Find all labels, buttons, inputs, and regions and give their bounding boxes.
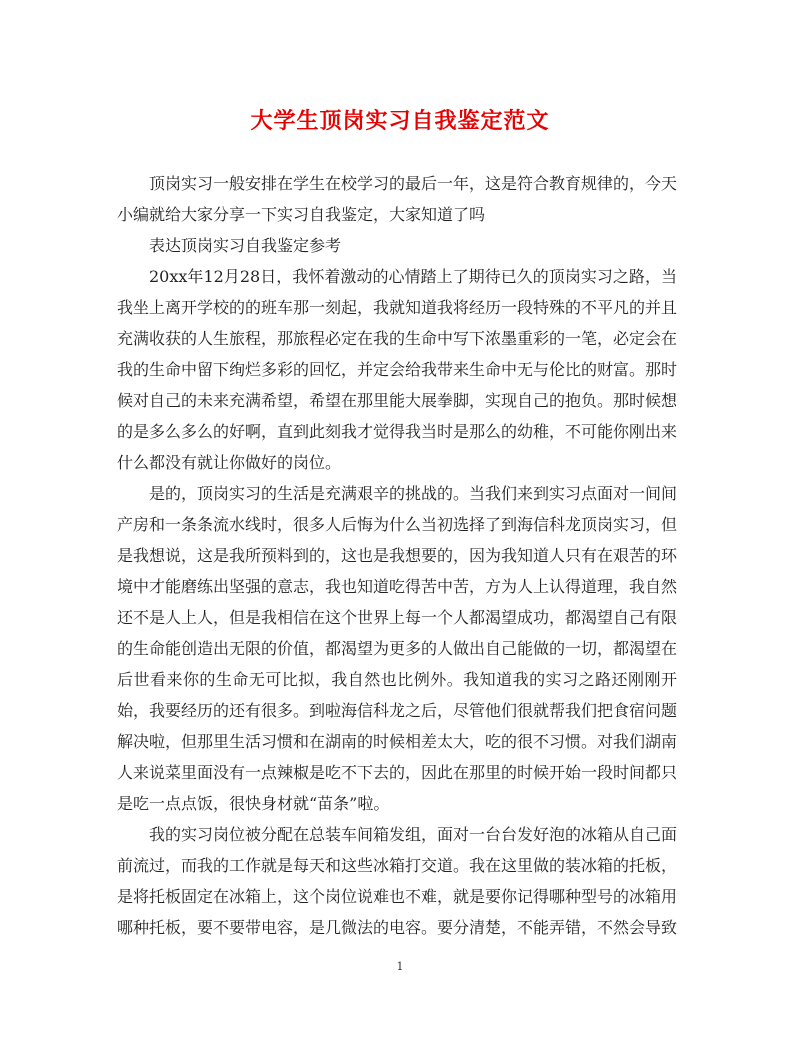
paragraph-intro: 顶岗实习一般安排在学生在校学习的最后一年，这是符合教育规律的，今天小编就给大家分享一下实习自我鉴定，大家知道了吗 <box>117 174 678 224</box>
document-body <box>117 168 677 943</box>
paragraph-subheading: 表达顶岗实习自我鉴定参考 <box>149 236 342 255</box>
document-title: 大学生顶岗实习自我鉴定范文 <box>250 108 550 134</box>
page-number: 1 <box>396 960 404 973</box>
paragraph-3: 我的实习岗位被分配在总装车间箱发组，面对一台台发好泡的冰箱从自己面前流过，而我的工作就是每天和这些冰箱打交道。我在这里做的装冰箱的托板，是将托板固定在冰箱上，这个岗位说难也不难，就是要你记得哪种型号的冰箱用哪种托板，要不要带电容，是几微法的电容。要分清楚，不能弄错，不然会导致 <box>117 825 678 937</box>
paragraph-2: 是的，顶岗实习的生活是充满艰辛的挑战的。当我们来到实习点面对一间间产房和一条条流水线时，很多人后悔为什么当初选择了到海信科龙顶岗实习，但是我想说，这是我所预料到的，这也是我想要的，因为我知道人只有在艰苦的环境中才能磨练出坚强的意志，我也知道吃得苦中苦，方为人上认得道理，我自然还不是人上人，但是我相信在这个世界上每一个人都渴望成功，都渴望自己有限的生命能创造出无限的价值，都渴望为更多的人做出自己能做的一切，都渴望在后世看来你的生命无可比拟，我自然也比例外。我知道我的实习之路还刚刚开始，我要经历的还有很多。到啦海信科龙之后，尽管他们很就帮我们把食宿问题解决啦，但那里生活习惯和在湖南的时候相差太大，吃的很不习惯。对我们湖南人来说菜里面没有一点辣椒是吃不下去的，因此在那里的时候开始一段时间都只是吃一点点饭，很快身材就“苗条”啦。 <box>117 484 678 813</box>
paragraph-1: 20xx年12月28日，我怀着激动的心情踏上了期待已久的顶岗实习之路，当我坐上离开学校的的班车那一刻起，我就知道我将经历一段特殊的不平凡的并且充满收获的人生旅程，那旅程必定在我的生命中写下浓墨重彩的一笔，必定会在我的生命中留下绚烂多彩的回忆，并定会给我带来生命中无与伦比的财富。那时候对自己的未来充满希望，希望在那里能大展拳脚，实现自己的抱负。那时候想的是多么多么的好啊，直到此刻我才觉得我当时是那么的幼稚，不可能你刚出来什么都没有就让你做好的岗位。 <box>117 267 678 472</box>
